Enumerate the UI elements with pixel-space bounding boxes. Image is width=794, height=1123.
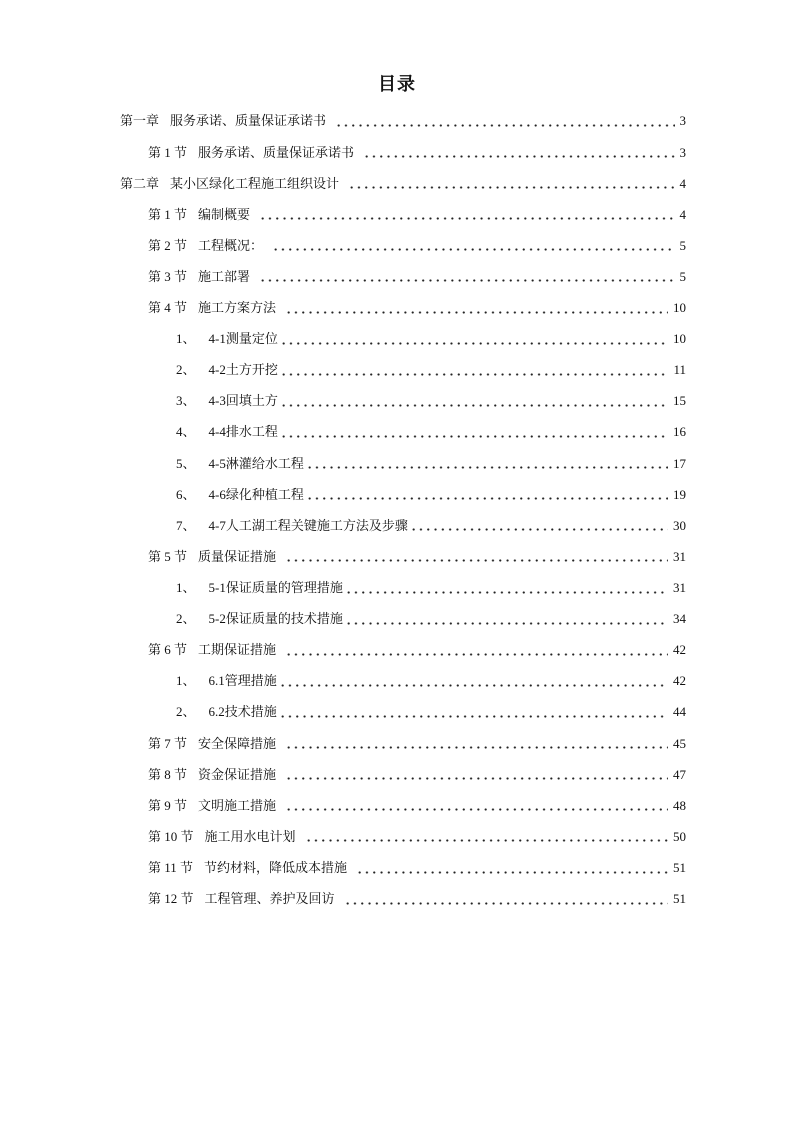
toc-entry-number: 第 7 节 <box>148 735 188 751</box>
toc-leader-dots <box>348 177 674 189</box>
toc-entry <box>120 323 686 354</box>
toc-entry-page-number: 45 <box>673 735 686 751</box>
toc-entry-title: 工程概况： <box>198 237 264 253</box>
toc-entry-title: 4-4排水工程 <box>208 424 278 440</box>
toc-leader-dots <box>279 675 668 687</box>
toc-entry <box>120 852 686 883</box>
toc-entry-number: 第 1 节 <box>148 144 188 160</box>
toc-entry-title: 资金保证措施 <box>198 766 277 782</box>
toc-entry <box>120 479 686 510</box>
toc-entry-number: 第 9 节 <box>148 797 188 813</box>
toc-entry-title: 服务承诺、质量保证承诺书 <box>198 144 355 160</box>
toc-leader-dots <box>280 426 668 438</box>
toc-leader-dots <box>280 333 668 345</box>
toc-entry-page-number: 3 <box>679 144 686 160</box>
toc-entry-page-number: 4 <box>679 175 686 191</box>
toc-entry-title: 5-2保证质量的技术措施 <box>208 611 343 627</box>
toc-entry-number: 5、 <box>176 455 196 471</box>
toc-entry-number: 2、 <box>176 704 196 720</box>
toc-entry-page-number: 31 <box>673 580 686 596</box>
toc-entry <box>120 137 686 168</box>
toc-entry-page-number: 42 <box>673 673 686 689</box>
toc-entry-number: 第 12 节 <box>148 891 194 907</box>
toc-entry <box>120 634 686 665</box>
toc-leader-dots <box>285 302 668 314</box>
toc-leader-dots <box>345 582 668 594</box>
toc-entry-page-number: 51 <box>673 860 686 876</box>
toc-entry-title: 施工部署 <box>198 268 251 284</box>
toc-leader-dots <box>280 395 668 407</box>
toc-entry-page-number: 11 <box>673 362 686 378</box>
toc-leader-dots <box>305 830 668 842</box>
toc-entry <box>120 603 686 634</box>
toc-entry-page-number: 42 <box>673 642 686 658</box>
toc-entry-title: 工期保证措施 <box>198 642 277 658</box>
toc-entry-page-number: 30 <box>673 517 686 533</box>
toc-entry <box>120 416 686 447</box>
toc-entry-number: 3、 <box>176 393 196 409</box>
toc-entry-number: 2、 <box>176 362 196 378</box>
toc-entry <box>120 385 686 416</box>
toc-entry-page-number: 15 <box>673 393 686 409</box>
toc-leader-dots <box>345 613 668 625</box>
toc-entry-title: 服务承诺、质量保证承诺书 <box>170 113 327 129</box>
toc-entry-title: 施工方案方法 <box>198 300 277 316</box>
toc-entry-number: 第二章 <box>120 175 160 191</box>
toc-entry-page-number: 17 <box>673 455 686 471</box>
toc-entry <box>120 790 686 821</box>
toc-entry-title: 施工用水电计划 <box>204 828 296 844</box>
toc-entry-title: 4-3回填土方 <box>208 393 278 409</box>
toc-entry-page-number: 10 <box>673 300 686 316</box>
toc-entry-number: 4、 <box>176 424 196 440</box>
toc-leader-dots <box>285 768 668 780</box>
toc-entry-number: 第 10 节 <box>148 828 194 844</box>
toc-entry <box>120 261 686 292</box>
toc-entry-title: 质量保证措施 <box>198 548 277 564</box>
toc-entry-title: 4-7人工湖工程关键施工方法及步骤 <box>208 517 408 533</box>
toc-entry-title: 某小区绿化工程施工组织设计 <box>170 175 340 191</box>
toc-entry-title: 安全保障措施 <box>198 735 277 751</box>
toc-entry <box>120 759 686 790</box>
toc-entry-title: 4-2土方开挖 <box>208 362 278 378</box>
toc-entry <box>120 168 686 199</box>
toc-entry-page-number: 4 <box>679 206 686 222</box>
toc-entry-title: 工程管理、养护及回访 <box>204 891 335 907</box>
toc-entry <box>120 572 686 603</box>
toc-entry-number: 第 8 节 <box>148 766 188 782</box>
toc-entry <box>120 448 686 479</box>
toc-entry-page-number: 5 <box>679 237 686 253</box>
toc-entry-title: 5-1保证质量的管理措施 <box>208 580 343 596</box>
toc-entry-number: 第 6 节 <box>148 642 188 658</box>
toc-entry-number: 1、 <box>176 580 196 596</box>
toc-entry <box>120 354 686 385</box>
toc-entry-page-number: 50 <box>673 828 686 844</box>
toc-leader-dots <box>285 737 668 749</box>
toc-leader-dots <box>306 488 668 500</box>
toc-entry-number: 1、 <box>176 673 196 689</box>
toc-entry <box>120 199 686 230</box>
toc-heading: 目录 <box>378 74 416 94</box>
toc-leader-dots <box>344 893 668 905</box>
toc-leader-dots <box>356 862 668 874</box>
toc-leader-dots <box>410 519 668 531</box>
toc-entry <box>120 665 686 696</box>
toc-entry <box>120 510 686 541</box>
toc-entry-page-number: 16 <box>673 424 686 440</box>
toc-entry-page-number: 47 <box>673 766 686 782</box>
toc-entry-page-number: 10 <box>673 331 686 347</box>
toc-entry <box>120 821 686 852</box>
toc-leader-dots <box>306 457 668 469</box>
toc-entry-number: 第 11 节 <box>148 860 194 876</box>
toc-entry-page-number: 5 <box>679 268 686 284</box>
toc-entry-number: 2、 <box>176 611 196 627</box>
toc-leader-dots <box>363 146 674 158</box>
toc-leader-dots <box>279 706 668 718</box>
toc-entry-page-number: 31 <box>673 548 686 564</box>
toc-entry <box>120 696 686 727</box>
toc-entry-number: 第 5 节 <box>148 548 188 564</box>
toc-entry-title: 节约材料，降低成本措施 <box>204 860 348 876</box>
toc-entry-title: 文明施工措施 <box>198 797 277 813</box>
toc-entry-number: 6、 <box>176 486 196 502</box>
toc-leader-dots <box>285 799 668 811</box>
toc-leader-dots <box>272 239 674 251</box>
toc-entry-number: 第 4 节 <box>148 300 188 316</box>
toc-entry-number: 第 3 节 <box>148 268 188 284</box>
toc-entry-title: 6.1管理措施 <box>208 673 277 689</box>
toc-leader-dots <box>259 270 674 282</box>
toc-entry-page-number: 3 <box>679 113 686 129</box>
toc-entry <box>120 728 686 759</box>
toc-entry-number: 第一章 <box>120 113 160 129</box>
toc-entry-title: 4-1测量定位 <box>208 331 278 347</box>
toc-entry <box>120 541 686 572</box>
toc-entry <box>120 230 686 261</box>
toc-leader-dots <box>285 644 668 656</box>
toc-leader-dots <box>259 208 674 220</box>
toc-entry <box>120 883 686 914</box>
toc-entry-number: 第 1 节 <box>148 206 188 222</box>
toc-entry-page-number: 48 <box>673 797 686 813</box>
toc-entry-page-number: 51 <box>673 891 686 907</box>
toc-list <box>120 105 686 914</box>
toc-entry <box>120 292 686 323</box>
toc-entry <box>120 105 686 136</box>
toc-entry-page-number: 19 <box>673 486 686 502</box>
toc-leader-dots <box>335 115 674 127</box>
toc-entry-number: 7、 <box>176 517 196 533</box>
toc-leader-dots <box>285 550 668 562</box>
toc-entry-number: 1、 <box>176 331 196 347</box>
toc-entry-title: 编制概要 <box>198 206 251 222</box>
toc-entry-number: 第 2 节 <box>148 237 188 253</box>
toc-leader-dots <box>280 364 669 376</box>
toc-entry-page-number: 34 <box>673 611 686 627</box>
toc-entry-title: 6.2技术措施 <box>208 704 277 720</box>
toc-entry-title: 4-6绿化种植工程 <box>208 486 304 502</box>
toc-entry-page-number: 44 <box>673 704 686 720</box>
toc-entry-title: 4-5淋灌给水工程 <box>208 455 304 471</box>
